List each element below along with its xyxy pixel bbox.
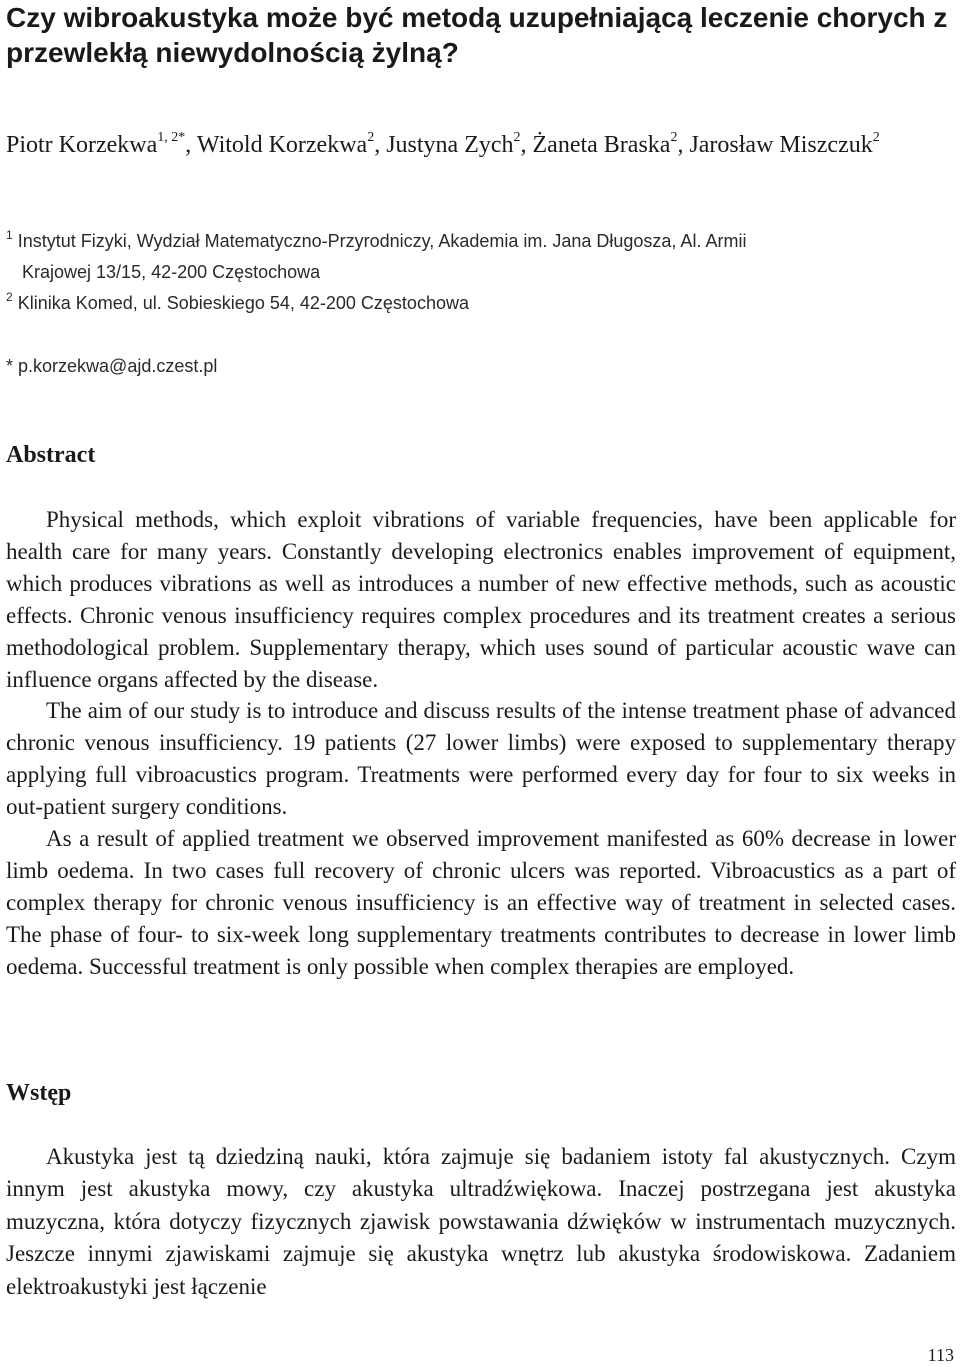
affiliation-number: 2	[6, 290, 13, 304]
intro-heading: Wstęp	[6, 1080, 72, 1106]
intro-paragraph: Akustyka jest tą dziedziną nauki, która zajmuje się badaniem istoty fal akustycznych. Czym innym jest akustyka mowy, czy akustyka ultradźwiękowa. Inaczej postrzegana jest akustyka muzyczna, która dotyczy fizycznych zjawisk powstawania dźwięków w instrumentach muzycznych. Jeszcze innymi zjawiskami zajmuje się akustyka wnętrz lub akustyka środowiskowa. Zadaniem elektroakustyki jest łączenie	[6, 1144, 956, 1299]
affiliation-list	[6, 226, 956, 319]
author: Jarosław Miszczuk$^2$	[689, 130, 880, 158]
abstract-paragraph: As a result of applied treatment we observed improvement manifested as 60% decrease in lower limb oedema. In two cases full recovery of chronic ulcers was reported. Vibroacustics as a part of complex therapy for chronic venous insufficiency is an effective way of treatment in selected cases. The phase of four- to six-week long supplementary treatments contributes to decrease in lower limb oedema. Successful treatment is only possible when complex therapies are employed.	[6, 826, 956, 979]
corresponding-email[interactable]: * p.korzekwa@ajd.czest.pl	[6, 356, 218, 376]
abstract-paragraph: Physical methods, which exploit vibrations of variable frequencies, have been applicable for health care for many years. Constantly developing electronics enables improvement of equipment, which produces vibrations as well as introduces a number of new effective methods, such as acoustic effects. Chronic venous insufficiency requires complex procedures and its treatment creates a serious methodological problem. Supplementary therapy, which uses sound of particular acoustic wave can influence organs affected by the disease.	[6, 507, 956, 692]
author: Piotr Korzekwa$^{1, 2*}$,	[6, 130, 197, 158]
author: Żaneta Braska$^2$,	[532, 130, 690, 158]
abstract-heading: Abstract	[6, 442, 96, 468]
author-affiliation-mark: 2	[367, 130, 375, 145]
affiliation: $^2$ Klinika Komed, ul. Sobieskiego 54, 42-200 Częstochowa	[6, 290, 469, 313]
author-affiliation-mark: 2	[513, 130, 521, 145]
paper-title: Czy wibroakustyka może być metodą uzupełniającą leczenie chorych z przewlekłą niewydolnością żylną?	[6, 2, 948, 68]
author-affiliation-mark: 2	[670, 130, 678, 145]
author-affiliation-mark: 1, 2*	[157, 130, 186, 145]
affiliation: $^1$ Instytut Fizyki, Wydział Matematyczno-Przyrodniczy, Akademia im. Jana Długosza, Al. Armii Krajowej 13/15, 42-200 Częstochowa	[6, 228, 747, 282]
author: Justyna Zych$^2$,	[386, 130, 533, 158]
author: Witold Korzekwa$^2$,	[196, 130, 387, 158]
abstract-body	[6, 504, 956, 983]
author-list	[6, 129, 956, 161]
page-number: 113	[927, 1345, 954, 1365]
abstract-paragraph: The aim of our study is to introduce and discuss results of the intense treatment phase of advanced chronic venous insufficiency. 19 patients (27 lower limbs) were exposed to supplementary therapy applying full vibroacustics program. Treatments were performed every day for four to six weeks in out-patient surgery conditions.	[6, 698, 956, 820]
affiliation-number: 1	[6, 228, 13, 242]
author-affiliation-mark: 2	[872, 130, 880, 145]
intro-body	[6, 1141, 956, 1303]
